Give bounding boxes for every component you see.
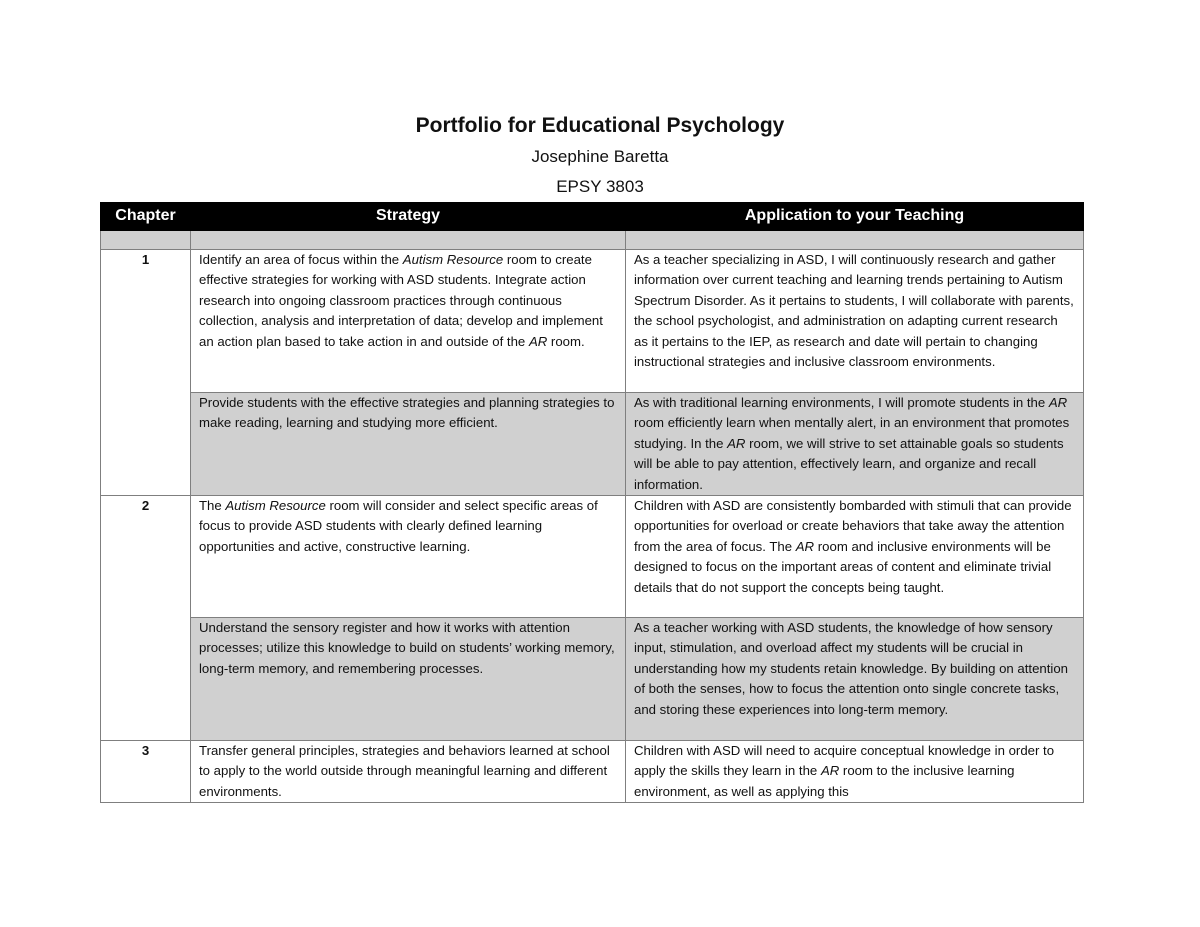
header-strategy: Strategy xyxy=(191,203,626,231)
blank-cell xyxy=(191,231,626,250)
chapter-cell: 1 xyxy=(101,250,191,496)
italic-term: AR xyxy=(820,763,840,779)
strategy-cell: Transfer general principles, strategies and behaviors learned at school to apply to the world outside through meaningful learning and different environments. xyxy=(191,741,626,803)
application-cell: Children with ASD will need to acquire conceptual knowledge in order to apply the skills they learn in the AR room to the inclusive learning environment, as well as applying this xyxy=(626,741,1084,803)
table-row xyxy=(101,618,1084,741)
header-application: Application to your Teaching xyxy=(626,203,1084,231)
application-cell: Children with ASD are consistently bombarded with stimuli that can provide opportunities for overload or create behaviors that take away the attention from the area of focus. The AR room and inclusive environments will be designed to focus on the important areas of content and eliminate trivial details that do not support the concepts being taught. xyxy=(626,496,1084,618)
application-cell: As with traditional learning environments, I will promote students in the AR room efficiently learn when mentally alert, in an environment that promotes studying. In the AR room, we will strive to set attainable goals so students will be able to pay attention, effectively learn, and organize and recall information. xyxy=(626,393,1084,496)
application-cell: As a teacher specializing in ASD, I will continuously research and gather information over current teaching and learning trends pertaining to Autism Spectrum Disorder. As it pertains to students, I will collaborate with parents, the school psychologist, and administration on adapting current research as it pertains to the IEP, as research and date will pertain to changing instructional strategies and inclusive classroom environments. xyxy=(626,250,1084,393)
course-code: EPSY 3803 xyxy=(556,177,644,196)
header-chapter: Chapter xyxy=(101,203,191,231)
blank-cell xyxy=(101,231,191,250)
portfolio-table xyxy=(100,202,1084,803)
chapter-cell: 2 xyxy=(101,496,191,741)
blank-cell xyxy=(626,231,1084,250)
strategy-cell: Understand the sensory register and how it works with attention processes; utilize this knowledge to build on students’ working memory, long-term memory, and remembering processes. xyxy=(191,618,626,741)
italic-term: AR xyxy=(1048,395,1068,410)
application-cell: As a teacher working with ASD students, the knowledge of how sensory input, stimulation, and overload affect my students will be crucial in understanding how my students retain knowledge. By building on attention of both the senses, how to focus the attention onto single concrete tasks, and storing these experiences into long-term memory. xyxy=(626,618,1084,741)
italic-term: AR xyxy=(528,333,548,349)
italic-term: Autism Resource xyxy=(225,498,326,514)
strategy-cell: The Autism Resource room will consider and select specific areas of focus to provide ASD students with clearly defined learning opportunities and active, constructive learning. xyxy=(191,496,626,618)
table-row xyxy=(101,496,1084,618)
italic-term: AR xyxy=(727,435,746,451)
blank-row xyxy=(101,231,1084,250)
table-row xyxy=(101,393,1084,496)
author-name: Josephine Baretta xyxy=(531,147,669,166)
chapter-cell: 3 xyxy=(101,741,191,803)
table-row xyxy=(101,250,1084,393)
header-row xyxy=(101,203,1084,231)
italic-term: Autism Resource xyxy=(402,252,504,267)
strategy-cell: Provide students with the effective strategies and planning strategies to make reading, learning and studying more efficient. xyxy=(191,393,626,496)
strategy-cell: Identify an area of focus within the Autism Resource room to create effective strategies for working with ASD students. Integrate action research into ongoing classroom practices through continuous collection, analysis and interpretation of data; develop and implement an action plan based to take action in and outside of the AR room. xyxy=(191,250,626,393)
document-title: Portfolio for Educational Psychology xyxy=(415,114,785,137)
table-row xyxy=(101,741,1084,803)
italic-term: AR xyxy=(795,538,815,554)
